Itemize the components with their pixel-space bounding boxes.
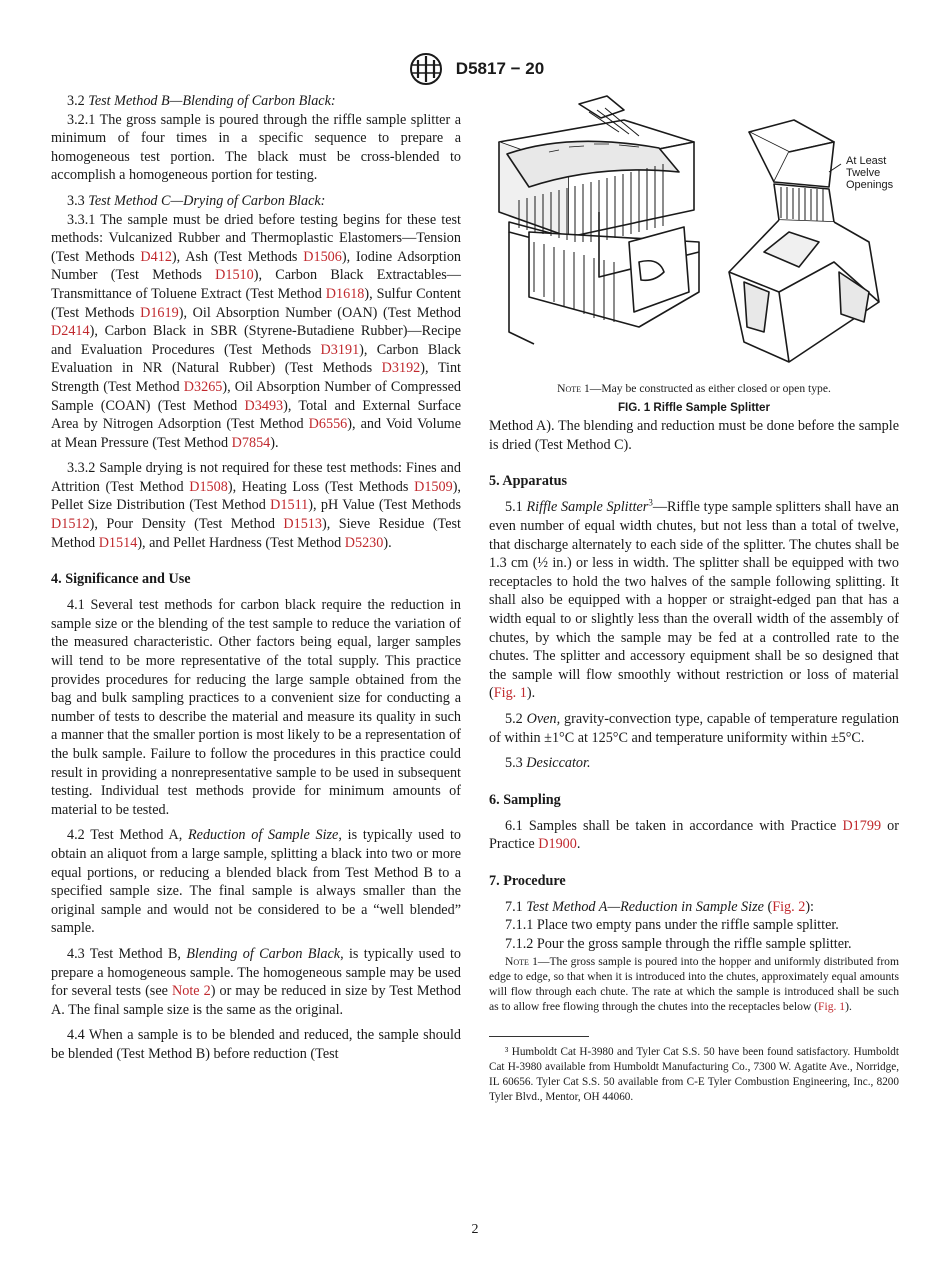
section-6-1: 6.1 Samples shall be taken in accordance with Practice D1799 or Practice D1900. [489, 817, 899, 853]
section-4-1: 4.1 Several test methods for carbon black require the reduction in sample size or the blending of the test sample to reduce the variation of the measured characteristic. Other factors being equal, larger samples will tend to be more representative of the total supply. This practice provides procedures for reducing the large sample obtained from the bag and bulk sampling practices to a convenient size for conducting a number of tests to describe the material and measure its quality in such a manner that the smaller portion is most likely to be a representation of the bulk sample. Failure to follow the procedures in this practice could result in providing a nonrepresentative sample to be used in subsequent testing. Individual test methods provide for minimum amounts of material to be tested. [51, 597, 461, 818]
figure-1-caption: FIG. 1 Riffle Sample Splitter [617, 400, 771, 414]
link-d7854[interactable]: D7854 [231, 434, 271, 451]
section-3-3-heading: 3.3 Test Method C—Drying of Carbon Black: [67, 192, 326, 209]
section-4-heading: 4. Significance and Use [51, 571, 191, 588]
section-4-2: 4.2 Test Method A, Reduction of Sample Size, is typically used to obtain an aliquot from a large sample, splitting a black into two or more equal portions, or reducing a blended black from Test Method B to a specified sample size. The final sample is always smaller than the original sample and would not be considered to be a “well blended” sample. [51, 827, 461, 937]
astm-logo-icon [406, 52, 446, 86]
link-d2414[interactable]: D2414 [51, 323, 90, 340]
link-d1619[interactable]: D1619 [140, 304, 179, 321]
document-designation: D5817 − 20 [455, 59, 545, 78]
link-d1900[interactable]: D1900 [538, 836, 577, 853]
section-3-2-heading: 3.2 Test Method B—Blending of Carbon Black: [67, 93, 336, 109]
figure-label-line-3: Openings [846, 179, 894, 191]
riffle-splitter-illustration [489, 92, 899, 380]
note-1: Note 1—The gross sample is poured into the hopper and uniformly distributed from edge to edge, so that when it is introduced into the chutes, approximately equal amounts will flow through each chute. The rate at which the sample is introduced shall be such as to allow free flowing through the chutes into the receptacles below (Fig. 1). [489, 954, 899, 1014]
section-3-2-1: 3.2.1 The gross sample is poured through the riffle sample splitter a minimum of four times in a specific sequence to prepare a homogeneous test portion. The black must be cross-blended to accomplish a homogeneous portion for testing. [51, 111, 461, 184]
section-3-3-1: 3.3.1 The sample must be dried before testing begins for these test methods: Vulcanized Rubber and Thermoplastic Elastomers—Tension (Test Methods D412), Ash (Test Methods D1506), Iodine Adsorption Number (Test Methods D1510), Carbon Black Extractables—Transmittance of Toluene Extract (Test Method D1618), Sulfur Content (Test Methods D1619), Oil Absorption Number (OAN) (Test Method D2414), Carbon Black in SBR (Styrene-Butadiene Rubber)—Recipe and Evaluation Procedures (Test Methods D3191), Carbon Black Evaluation in NR (Natural Rubber) (Test Methods D3192), Tint Strength (Test Method D3265), Oil Absorption Number of Compressed Sample (COAN) (Test Method D3493), Total and External Surface Area by Nitrogen Adsorption (Test Method D6556), and Void Volume at Mean Pressure (Test Method D7854). [51, 211, 462, 451]
link-d1511[interactable]: D1511 [270, 497, 309, 514]
section-7-heading: 7. Procedure [489, 872, 566, 889]
link-d1506[interactable]: D1506 [303, 248, 342, 265]
figure-label-line-2: Twelve [846, 167, 881, 179]
section-7-1-2: 7.1.2 Pour the gross sample through the riffle sample splitter. [505, 936, 852, 953]
link-d3493[interactable]: D3493 [244, 397, 284, 414]
link-d3265[interactable]: D3265 [183, 378, 223, 395]
right-column [489, 92, 899, 1105]
link-d1512[interactable]: D1512 [51, 516, 90, 533]
section-5-2: 5.2 Oven, gravity-convection type, capable of temperature regulation of within ±1°C at 125°C and temperature uniformity within ±5°C. [489, 710, 900, 746]
section-3-3-2: 3.3.2 Sample drying is not required for these test methods: Fines and Attrition (Test Method D1508), Heating Loss (Test Methods D1509), Pellet Size Distribution (Test Method D1511), pH Value (Test Methods D1512), Pour Density (Test Method D1513), Sieve Residue (Test Method D1514), and Pellet Hardness (Test Method D5230). [51, 460, 461, 551]
section-4-3: 4.3 Test Method B, Blending of Carbon Black, is typically used to prepare a homogeneous sample. The homogeneous sample may be used for several tests (see Note 2) or may be reduced in size by Test Method A. The final sample size is the same as the original. [51, 945, 462, 1018]
section-7-1: 7.1 Test Method A—Reduction in Sample Size (Fig. 2): [505, 898, 814, 915]
link-d5230[interactable]: D5230 [344, 534, 384, 551]
link-d412[interactable]: D412 [140, 248, 172, 265]
section-6-heading: 6. Sampling [489, 791, 561, 808]
link-d1510[interactable]: D1510 [215, 267, 254, 284]
link-d6556[interactable]: D6556 [308, 416, 348, 433]
section-5-heading: 5. Apparatus [489, 473, 568, 490]
link-fig-1-note[interactable]: Fig. 1 [818, 1000, 846, 1014]
link-d1514[interactable]: D1514 [98, 534, 138, 551]
section-4-4-continued: Method A). The blending and reduction must be done before the sample is dried (Test Method C). [489, 418, 899, 453]
section-7-1-1: 7.1.1 Place two empty pans under the riffle sample splitter. [505, 917, 839, 934]
footnote-ref-3[interactable]: 3 [648, 497, 653, 508]
link-d3191[interactable]: D3191 [320, 341, 360, 358]
section-4-4: 4.4 When a sample is to be blended and reduced, the sample should be blended (Test Method B) before reduction (Test [51, 1027, 461, 1062]
footnote-3: ³ Humboldt Cat H-3980 and Tyler Cat S.S. 50 have been found satisfactory. Humboldt Cat H-3980 available from Humboldt Manufacturing Co., 7300 W. Agatite Ave., Norridge, IL 60656. Tyler Cat S.S. 50 available from C-E Tyler Combustion Engineering, Inc., 8200 Tyler Blvd., Mentor, OH 44060. [489, 1046, 899, 1103]
link-d1513[interactable]: D1513 [283, 516, 322, 533]
left-column [51, 92, 461, 1064]
section-5-1: 5.1 Riffle Sample Splitter$^3$—Riffle type sample splitters shall have an even number of equal width chutes, but not less than a total of twelve, that discharge alternately to each side of the splitter. The chutes shall be 1.3 cm (½ in.) or less in width. The splitter shall be equipped with two receptacles to hold the two halves of the sample following splitting. It shall also be equipped with a hopper or straight-edged pan that has a width equal to or slightly less than the overall width of the assembly of chutes, by which the sample may be fed at a controlled rate to the chutes. The splitter and accessory equipment shall be so designed that the sample will flow smoothly without restriction or loss of material (Fig. 1). [489, 497, 900, 702]
section-5-3: 5.3 Desiccator. [505, 755, 591, 772]
page-header [0, 52, 950, 86]
link-d1508[interactable]: D1508 [189, 478, 228, 495]
link-note-2[interactable]: Note 2 [171, 983, 211, 1000]
link-d3192[interactable]: D3192 [381, 360, 421, 377]
figure-1-note: Note 1—May be constructed as either closed or open type. [557, 382, 831, 395]
figure-1-riffle-splitter [489, 92, 899, 380]
link-d1509[interactable]: D1509 [414, 478, 453, 495]
page-number: 2 [471, 1222, 479, 1237]
link-d1799[interactable]: D1799 [842, 817, 882, 834]
footnote-divider [489, 1036, 589, 1037]
link-fig-2[interactable]: Fig. 2 [772, 898, 806, 915]
link-d1618[interactable]: D1618 [325, 285, 365, 302]
link-fig-1[interactable]: Fig. 1 [493, 685, 527, 702]
figure-label-line-1: At Least [846, 155, 887, 167]
